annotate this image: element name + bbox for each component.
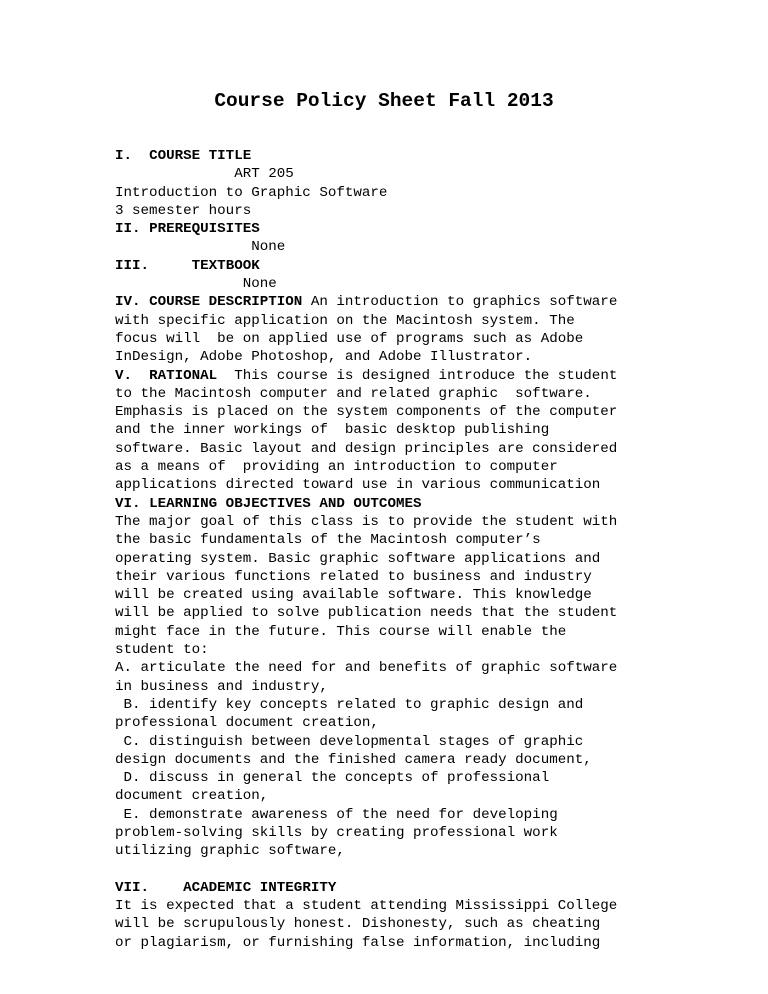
rational-line: and the inner workings of basic desktop publishing: [115, 422, 550, 439]
rational-line: to the Macintosh computer and related graphic software.: [115, 385, 592, 402]
prerequisites-value-text: None: [251, 239, 286, 256]
objectives-line: document creation,: [115, 788, 269, 805]
objectives-line: operating system. Basic graphic software applications and: [115, 550, 601, 567]
objectives-line: the basic fundamentals of the Macintosh computer’s: [115, 532, 541, 549]
objective-item-c: C. distinguish between developmental stages of graphic: [115, 733, 584, 750]
textbook-value: [115, 275, 735, 293]
objectives-line: in business and industry,: [115, 678, 328, 695]
section-textbook-heading: [115, 257, 735, 275]
textbook-value-text: None: [242, 276, 277, 293]
course-hours: 3 semester hours: [115, 202, 252, 219]
objectives-line: their various functions related to business and industry: [115, 568, 592, 585]
section-heading: COURSE TITLE: [149, 148, 252, 164]
blank-line: [115, 861, 735, 879]
objectives-line: The major goal of this class is to provide the student with: [115, 513, 618, 530]
rational-line: software. Basic layout and design principles are considered: [115, 440, 618, 457]
objective-item-d: D. discuss in general the concepts of professional: [115, 770, 550, 787]
section-heading: RATIONAL: [149, 367, 218, 384]
section-heading: LEARNING OBJECTIVES AND OUTCOMES: [149, 495, 422, 512]
section-numeral: VI.: [115, 495, 141, 512]
objectives-line: design documents and the finished camera ready document,: [115, 751, 592, 768]
objective-item-b: B. identify key concepts related to graphic design and: [115, 696, 584, 713]
section-prerequisites-heading: [115, 220, 735, 238]
section-heading: COURSE DESCRIPTION: [149, 294, 303, 311]
description-text: An introduction to graphics software: [310, 294, 618, 311]
objectives-line: will be applied to solve publication needs that the student: [115, 605, 618, 622]
course-code-text: ART 205: [234, 166, 294, 183]
section-objectives-heading: [115, 495, 735, 513]
section-numeral: II.: [115, 221, 141, 238]
page-title: Course Policy Sheet Fall 2013: [214, 90, 554, 112]
rational-text: This course is designed introduce the student: [234, 367, 618, 384]
course-code: [115, 165, 735, 183]
objectives-line: student to:: [115, 642, 209, 659]
rational-line: applications directed toward use in various communication: [115, 477, 601, 494]
section-numeral: VII.: [115, 879, 150, 896]
section-integrity-heading: [115, 879, 735, 897]
objectives-line: problem-solving skills by creating professional work: [115, 824, 558, 841]
description-line: focus will be on applied use of programs such as Adobe: [115, 330, 584, 347]
integrity-line: It is expected that a student attending Mississippi College: [115, 898, 618, 915]
description-line: with specific application on the Macintosh system. The: [115, 312, 575, 329]
objectives-line: will be created using available software. This knowledge: [115, 587, 592, 604]
objectives-line: professional document creation,: [115, 715, 379, 732]
objective-item-e: E. demonstrate awareness of the need for developing: [115, 806, 558, 823]
section-numeral: I.: [115, 148, 133, 164]
section-heading: TEXTBOOK: [191, 257, 260, 274]
objectives-line: utilizing graphic software,: [115, 843, 345, 860]
section-heading: ACADEMIC INTEGRITY: [183, 879, 337, 896]
integrity-line: will be scrupulously honest. Dishonesty, such as cheating: [115, 916, 601, 933]
document-body: [115, 147, 735, 952]
course-name: Introduction to Graphic Software: [115, 184, 388, 201]
section-numeral: IV.: [115, 294, 141, 311]
rational-line: Emphasis is placed on the system components of the computer: [115, 404, 618, 421]
section-course-title-heading: [115, 147, 735, 165]
section-heading: PREREQUISITES: [149, 221, 260, 238]
integrity-line: or plagiarism, or furnishing false information, including: [115, 934, 601, 951]
rational-line: as a means of providing an introduction to computer: [115, 459, 558, 476]
section-numeral: III.: [115, 257, 150, 274]
section-rational-first-line: [115, 367, 735, 385]
section-description-first-line: [115, 293, 735, 311]
prerequisites-value: [115, 238, 735, 256]
section-numeral: V.: [115, 367, 133, 384]
objectives-line: might face in the future. This course will enable the: [115, 623, 567, 640]
objective-item-a: A. articulate the need for and benefits of graphic software: [115, 660, 618, 677]
description-line: InDesign, Adobe Photoshop, and Adobe Illustrator.: [115, 349, 533, 366]
